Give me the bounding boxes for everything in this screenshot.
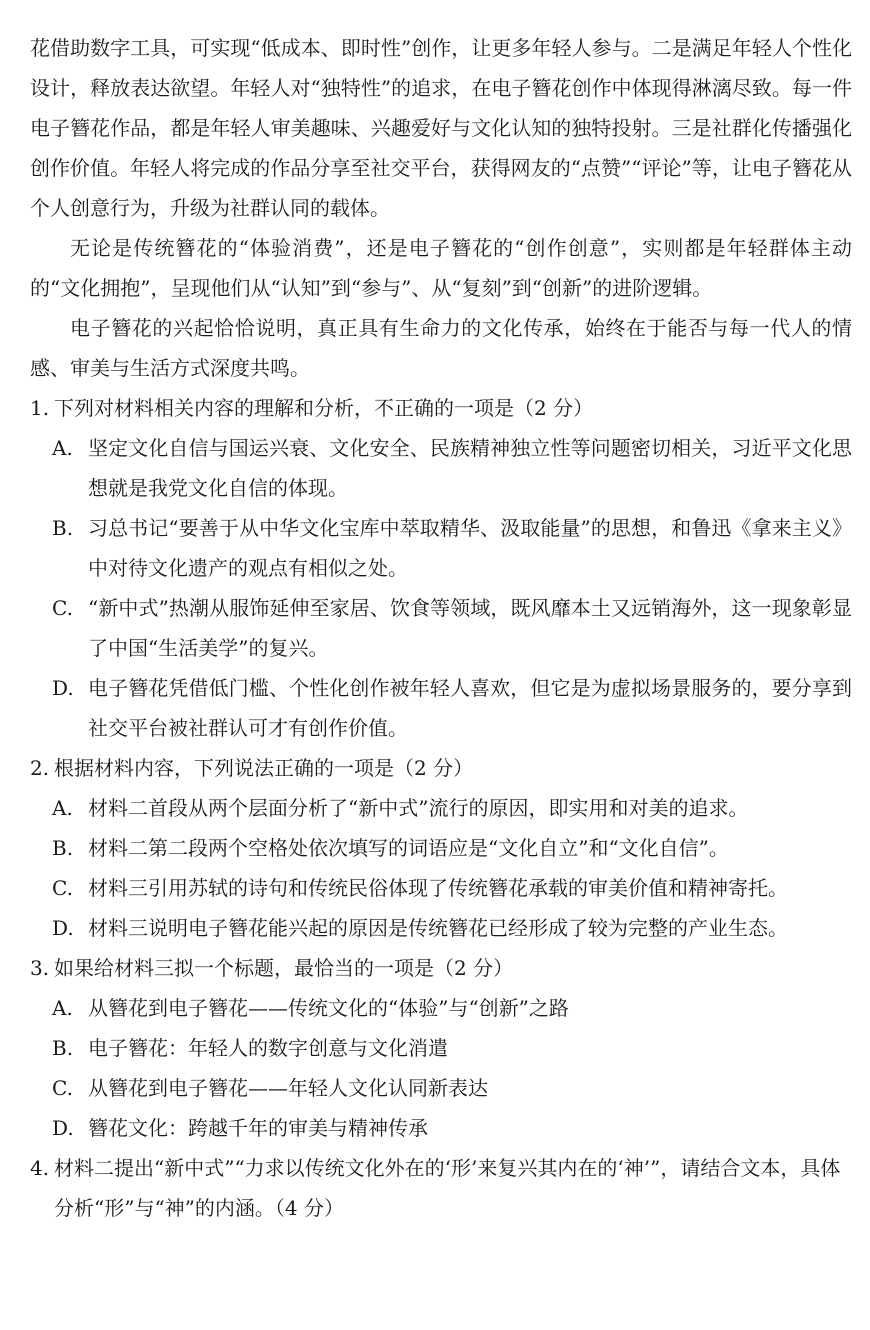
option-text: 材料三引用苏轼的诗句和传统民俗体现了传统簪花承载的审美价值和精神寄托。 [88, 876, 788, 900]
exam-page [30, 28, 852, 1228]
question-4 [30, 1148, 852, 1228]
option-b [30, 508, 852, 588]
option-text: 材料三说明电子簪花能兴起的原因是传统簪花已经形成了较为完整的产业生态。 [88, 916, 788, 940]
option-key: D. [52, 1116, 74, 1140]
option-key: D. [52, 676, 74, 700]
question-stem: 如果给材料三拟一个标题，最恰当的一项是（2 分） [54, 956, 514, 980]
option-a [30, 428, 852, 508]
option-text: 从簪花到电子簪花——年轻人文化认同新表达 [88, 1076, 488, 1100]
option-c [30, 588, 852, 668]
question-number: 1. [30, 396, 50, 420]
option-b [30, 828, 852, 868]
question-number: 3. [30, 956, 50, 980]
passage-paragraph-2: 无论是传统簪花的“体验消费”，还是电子簪花的“创作创意”，实则都是年轻群体主动的“文化拥抱”，呈现他们从“认知”到“参与”、从“复刻”到“创新”的进阶逻辑。 [30, 236, 852, 300]
option-key: D. [52, 916, 74, 940]
option-a [30, 988, 852, 1028]
question-1 [30, 388, 852, 428]
option-key: B. [52, 836, 74, 860]
option-text: 电子簪花凭借低门槛、个性化创作被年轻人喜欢，但它是为虚拟场景服务的，要分享到社交平台被社群认可才有创作价值。 [88, 676, 852, 740]
option-text: 簪花文化：跨越千年的审美与精神传承 [88, 1116, 428, 1140]
option-key: A. [52, 436, 73, 460]
option-d [30, 1108, 852, 1148]
option-key: C. [52, 876, 73, 900]
option-c [30, 868, 852, 908]
option-c [30, 1068, 852, 1108]
option-text: 习总书记“要善于从中华文化宝库中萃取精华、汲取能量”的思想，和鲁迅《拿来主义》中对待文化遗产的观点有相似之处。 [88, 516, 852, 580]
option-d [30, 668, 852, 748]
option-key: B. [52, 1036, 74, 1060]
option-text: 从簪花到电子簪花——传统文化的“体验”与“创新”之路 [88, 996, 569, 1020]
option-a [30, 788, 852, 828]
option-text: 电子簪花：年轻人的数字创意与文化消遣 [88, 1036, 448, 1060]
question-number: 4. [30, 1156, 50, 1180]
question-number: 2. [30, 756, 50, 780]
option-key: C. [52, 1076, 73, 1100]
option-text: “新中式”热潮从服饰延伸至家居、饮食等领域，既风靡本土又远销海外，这一现象彰显了中国“生活美学”的复兴。 [88, 596, 852, 660]
option-text: 坚定文化自信与国运兴衰、文化安全、民族精神独立性等问题密切相关，习近平文化思想就是我党文化自信的体现。 [88, 436, 852, 500]
question-stem: 材料二提出“新中式”“力求以传统文化外在的‘形’来复兴其内在的‘神’”，请结合文本，具体分析“形”与“神”的内涵。（4 分） [54, 1156, 841, 1220]
question-3 [30, 948, 852, 988]
option-key: C. [52, 596, 73, 620]
question-stem: 下列对材料相关内容的理解和分析，不正确的一项是（2 分） [54, 396, 594, 420]
option-text: 材料二首段从两个层面分析了“新中式”流行的原因，即实用和对美的追求。 [88, 796, 749, 820]
option-key: A. [52, 796, 73, 820]
option-key: A. [52, 996, 73, 1020]
question-stem: 根据材料内容，下列说法正确的一项是（2 分） [54, 756, 474, 780]
option-text: 材料二第二段两个空格处依次填写的词语应是“文化自立”和“文化自信”。 [88, 836, 729, 860]
passage-paragraph-1: 花借助数字工具，可实现“低成本、即时性”创作，让更多年轻人参与。二是满足年轻人个性化设计，释放表达欲望。年轻人对“独特性”的追求，在电子簪花创作中体现得淋漓尽致。每一件电子簪花作品，都是年轻人审美趣味、兴趣爱好与文化认知的独特投射。三是社群化传播强化创作价值。年轻人将完成的作品分享至社交平台，获得网友的“点赞”“评论”等，让电子簪花从个人创意行为，升级为社群认同的载体。 [30, 36, 852, 220]
option-key: B. [52, 516, 74, 540]
question-2 [30, 748, 852, 788]
passage-paragraph-3: 电子簪花的兴起恰恰说明，真正具有生命力的文化传承，始终在于能否与每一代人的情感、审美与生活方式深度共鸣。 [30, 316, 852, 380]
option-d [30, 908, 852, 948]
option-b [30, 1028, 852, 1068]
